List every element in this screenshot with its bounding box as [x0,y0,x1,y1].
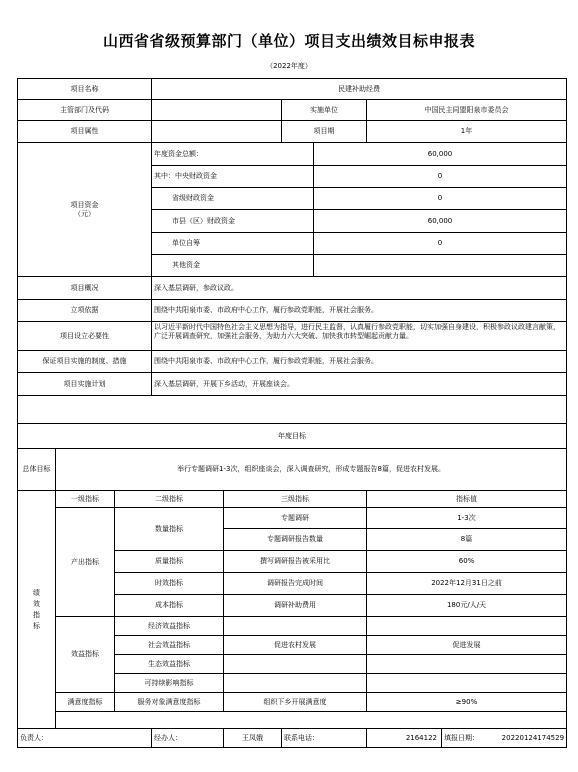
date-label: 填报日期： [444,733,479,742]
blank-row [56,712,567,729]
satisfaction-indicators-label: 满意度指标 [56,693,115,712]
indicator-l2-timeliness: 时效指标 [115,573,224,595]
phone-value[interactable] [367,729,442,748]
necessity-value[interactable] [152,322,567,351]
plan-value[interactable]: 深入基层调研，开展下乡活动，开展座谈会。 [152,373,567,396]
overall-goal-label: 总体目标 [18,449,56,491]
leader-label: 负责人： [18,729,56,748]
overview-value[interactable]: 深入基层调研，参政议政。 [152,277,567,300]
project-period-label: 项目期 [282,121,367,143]
benefit-indicators-label: 效益指标 [56,617,115,693]
indicator-l3[interactable]: 促进农村发展 [224,636,367,655]
indicator-value[interactable]: 2022年12月31日之前 [367,573,567,595]
value-header: 指标值 [367,491,567,508]
overall-goal-value[interactable]: 举行专题调研1-3次，组织座谈会，深入调查研究，形成专题报告8篇，促进农村发展。 [56,449,567,491]
indicator-value[interactable] [367,655,567,674]
indicator-l3[interactable]: 调研补助费用 [224,595,367,617]
indicator-value[interactable] [367,617,567,636]
funds-self-value[interactable]: 0 [314,233,567,255]
indicator-l2-ecological: 生态效益指标 [115,655,224,674]
guarantee-label: 保证项目实施的制度、措施 [18,351,152,373]
project-name-value[interactable]: 民建补助经费 [152,79,567,100]
output-indicators-label: 产出指标 [56,508,115,617]
indicator-value[interactable] [367,674,567,693]
report-year: （2022年度） [266,62,312,70]
project-funds-unit: （元） [74,209,95,218]
funds-other-label: 其他资金 [152,255,314,277]
basis-value[interactable]: 围绕中共阳泉市委、市政府中心工作，履行参政党职能，开展社会服务。 [152,300,567,322]
indicator-l3[interactable]: 专题调研报告数量 [224,529,367,551]
dept-code-label: 主管部门及代码 [18,100,152,121]
spacer-row [18,396,567,424]
indicator-l3[interactable]: 调研报告完成时间 [224,573,367,595]
indicator-value[interactable]: ≥90% [367,693,567,712]
project-funds-title: 项目资金 [70,200,99,209]
funds-city-value[interactable]: 60,000 [314,210,567,233]
performance-goal-form [17,78,567,748]
funds-central-label: 其中：中央财政资金 [152,166,314,188]
indicator-l2-cost: 成本指标 [115,595,224,617]
indicator-l3[interactable] [224,617,367,636]
indicator-value[interactable]: 60% [367,551,567,573]
indicator-l2-quantity: 数量指标 [115,508,224,551]
perf-indicators-text: 绩效指标 [33,588,40,630]
page-title: 山西省省级预算部门（单位）项目支出绩效目标申报表 [102,32,475,50]
level1-header: 一级指标 [56,491,115,508]
indicator-l2-sustainable: 可持续影响指标 [115,674,224,693]
level2-header: 二级指标 [115,491,224,508]
overview-label: 项目概况 [18,277,152,300]
indicator-l3[interactable] [224,674,367,693]
indicator-l3[interactable] [224,655,367,674]
project-funds-label [18,143,152,277]
guarantee-value[interactable]: 围绕中共阳泉市委、市政府中心工作，履行参政党职能，开展社会服务。 [152,351,567,373]
perf-indicators-label [18,491,56,729]
level3-header: 三级指标 [224,491,367,508]
impl-unit-label: 实施单位 [282,100,367,121]
necessity-text: 以习近平新时代中国特色社会主义思想为指导，进行民主监督，认真履行参政党职能，切实加强自身建设，积极参政议政建言献策，广泛开展调查研究，加强社会服务，为助力六大突破、加快我市转型崛起贡献力量。 [154,322,560,340]
necessity-label: 项目设立必要性 [18,322,152,351]
handler-value[interactable]: 王凤娥 [224,729,282,748]
leader-value[interactable] [56,729,152,748]
funds-central-value[interactable]: 0 [314,166,567,188]
funds-total-value[interactable]: 60,000 [314,143,567,166]
funds-provincial-label: 省级财政资金 [152,188,314,210]
project-attr-value[interactable] [152,121,282,143]
dept-code-value[interactable] [152,100,282,121]
funds-other-value[interactable] [314,255,567,277]
funds-self-label: 单位自筹 [152,233,314,255]
indicator-l3[interactable]: 专题调研 [224,508,367,529]
indicator-l2-economic: 经济效益指标 [115,617,224,636]
indicator-l3[interactable]: 组织下乡开展满意度 [224,693,367,712]
indicator-value[interactable]: 180元/人/天 [367,595,567,617]
date-cell[interactable] [442,729,567,748]
project-name-label: 项目名称 [18,79,152,100]
indicator-l2-quality: 质量指标 [115,551,224,573]
annual-goal-header: 年度目标 [18,424,567,449]
funds-provincial-value[interactable]: 0 [314,188,567,210]
plan-label: 项目实施计划 [18,373,152,396]
indicator-value[interactable]: 促进发展 [367,636,567,655]
impl-unit-value[interactable]: 中国民主同盟阳泉市委员会 [367,100,567,121]
handler-label: 经办人： [152,729,224,748]
basis-label: 立项依据 [18,300,152,322]
project-attr-label: 项目属性 [18,121,152,143]
project-period-value[interactable]: 1年 [367,121,567,143]
indicator-l3[interactable]: 撰写调研报告被采用比 [224,551,367,573]
indicator-value[interactable]: 8篇 [367,529,567,551]
indicator-l2-social: 社会效益指标 [115,636,224,655]
date-value: 20220124174529 [501,733,565,742]
funds-total-label: 年度资金总额： [152,143,314,166]
indicator-value[interactable]: 1-3次 [367,508,567,529]
phone-number: 2164122 [405,733,437,742]
indicator-l2-service-satisfaction: 服务对象满意度指标 [115,693,224,712]
funds-city-label: 市县（区）财政资金 [152,210,314,233]
phone-label: 联系电话： [282,729,367,748]
